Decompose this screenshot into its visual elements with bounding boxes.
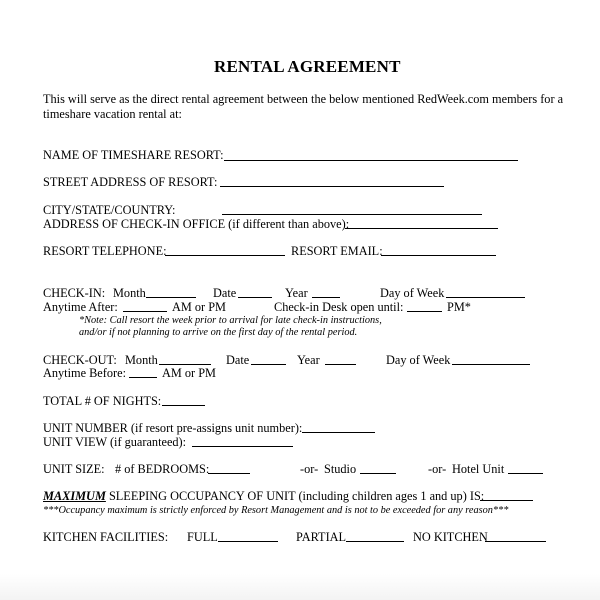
bedrooms-label: # of BEDROOMS: <box>115 462 210 476</box>
kitchen-partial-field[interactable] <box>346 541 404 542</box>
kitchen-full-label: FULL <box>187 530 218 544</box>
studio-label: Studio <box>324 462 357 476</box>
total-nights-label: TOTAL # OF NIGHTS: <box>43 394 162 408</box>
kitchen-partial-label: PARTIAL <box>296 530 347 544</box>
checkin-month-field[interactable] <box>146 297 196 298</box>
anytime-after-label: Anytime After: <box>43 300 118 314</box>
checkin-desk-open-field[interactable] <box>407 311 442 312</box>
occupancy-note: ***Occupancy maximum is strictly enforced by Resort Management and is not to be exceeded for any reason*** <box>43 505 509 516</box>
checkin-note-line-2: and/or if not planning to arrive on the first day of the rental period. <box>79 327 358 338</box>
checkout-date-field[interactable] <box>251 364 286 365</box>
hotel-unit-field[interactable] <box>508 473 543 474</box>
checkin-label: CHECK-IN: <box>43 286 106 300</box>
anytime-before-field[interactable] <box>129 377 157 378</box>
checkin-desk-pm-label: PM* <box>447 300 471 314</box>
checkout-year-field[interactable] <box>325 364 356 365</box>
hotel-unit-label: Hotel Unit <box>452 462 505 476</box>
checkout-day-of-week-field[interactable] <box>452 364 530 365</box>
unit-size-or-1: -or- <box>300 462 319 476</box>
intro-text-line-2: timeshare vacation rental at: <box>43 107 182 121</box>
maximum-emphasis: MAXIMUM <box>43 489 106 503</box>
kitchen-facilities-label: KITCHEN FACILITIES: <box>43 530 169 544</box>
resort-name-label: NAME OF TIMESHARE RESORT: <box>43 148 224 162</box>
max-occupancy-text: SLEEPING OCCUPANCY OF UNIT (including children ages 1 and up) IS: <box>108 489 485 503</box>
checkin-day-of-week-field[interactable] <box>446 297 525 298</box>
bedrooms-field[interactable] <box>208 473 250 474</box>
checkin-note-line-1: *Note: Call resort the week prior to arrival for late check-in instructions, <box>79 315 382 326</box>
checkin-day-of-week-label: Day of Week <box>380 286 445 300</box>
max-occupancy-field[interactable] <box>480 500 533 501</box>
street-address-field[interactable] <box>220 186 444 187</box>
checkout-month-label: Month <box>125 353 158 367</box>
checkout-date-label: Date <box>226 353 250 367</box>
checkout-day-of-week-label: Day of Week <box>386 353 451 367</box>
street-address-label: STREET ADDRESS OF RESORT: <box>43 175 218 189</box>
checkout-label: CHECK-OUT: <box>43 353 117 367</box>
checkin-year-field[interactable] <box>312 297 340 298</box>
checkin-office-address-field[interactable] <box>345 228 498 229</box>
resort-telephone-field[interactable] <box>165 255 285 256</box>
city-state-country-label: CITY/STATE/COUNTRY: <box>43 203 176 217</box>
resort-telephone-label: RESORT TELEPHONE: <box>43 244 167 258</box>
kitchen-full-field[interactable] <box>218 541 278 542</box>
checkin-date-field[interactable] <box>238 297 272 298</box>
anytime-before-label: Anytime Before: <box>43 366 126 380</box>
unit-size-or-2: -or- <box>428 462 447 476</box>
checkin-am-pm-label: AM or PM <box>172 300 226 314</box>
resort-email-label: RESORT EMAIL: <box>291 244 383 258</box>
checkout-year-label: Year <box>297 353 320 367</box>
unit-view-field[interactable] <box>192 446 293 447</box>
studio-field[interactable] <box>360 473 396 474</box>
resort-email-field[interactable] <box>381 255 496 256</box>
checkout-am-pm-label: AM or PM <box>162 366 216 380</box>
checkin-office-address-label: ADDRESS OF CHECK-IN OFFICE (if different than above): <box>43 217 350 231</box>
max-occupancy-label <box>43 489 484 503</box>
document-title: RENTAL AGREEMENT <box>214 57 401 76</box>
city-state-country-field[interactable] <box>222 214 482 215</box>
checkin-month-label: Month <box>113 286 146 300</box>
total-nights-field[interactable] <box>162 405 205 406</box>
checkin-year-label: Year <box>285 286 308 300</box>
resort-name-field[interactable] <box>224 160 518 161</box>
no-kitchen-label: NO KITCHEN <box>413 530 488 544</box>
unit-size-label: UNIT SIZE: <box>43 462 105 476</box>
checkout-month-field[interactable] <box>159 364 211 365</box>
checkin-desk-open-label: Check-in Desk open until: <box>274 300 404 314</box>
unit-view-label: UNIT VIEW (if guaranteed): <box>43 435 187 449</box>
intro-text-line-1: This will serve as the direct rental agreement between the below mentioned RedWeek.com members for a <box>43 92 564 106</box>
unit-number-field[interactable] <box>302 432 375 433</box>
anytime-after-field[interactable] <box>123 311 167 312</box>
unit-number-label: UNIT NUMBER (if resort pre-assigns unit number): <box>43 421 303 435</box>
checkin-date-label: Date <box>213 286 237 300</box>
no-kitchen-field[interactable] <box>485 541 546 542</box>
